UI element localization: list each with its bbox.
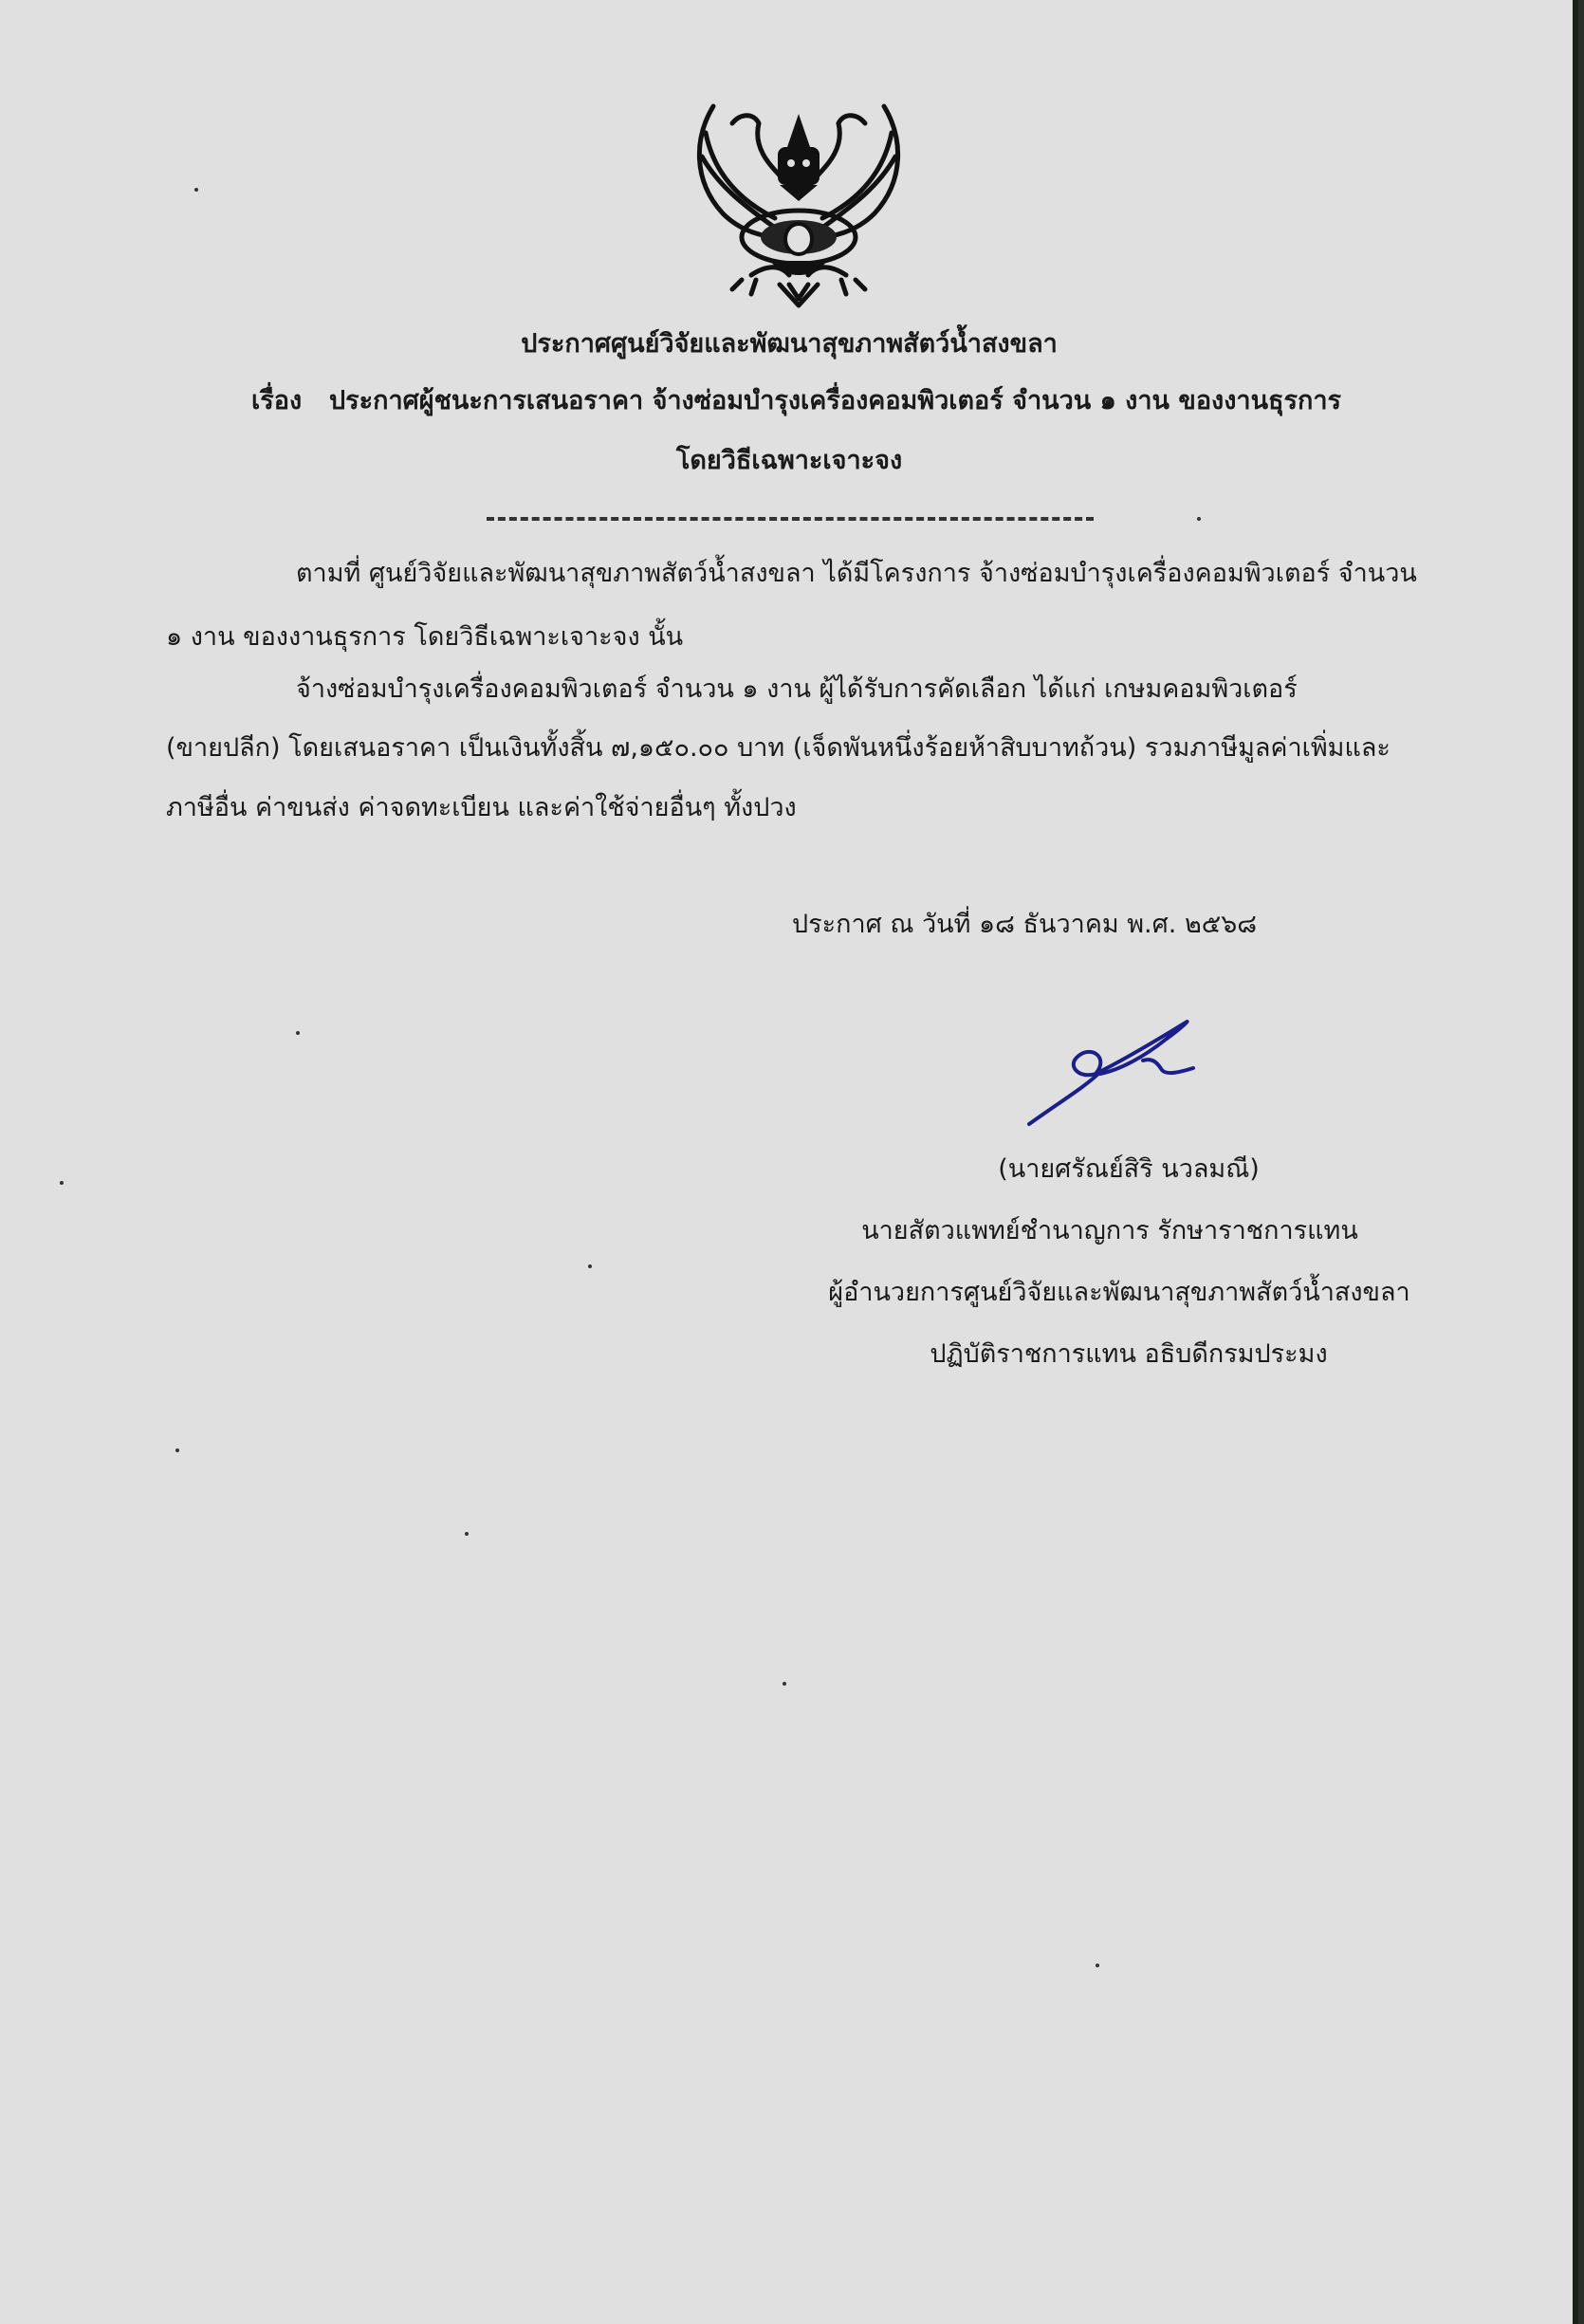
- subject-label: เรื่อง: [251, 386, 303, 415]
- separator-rule: [487, 517, 1094, 521]
- handwritten-signature: [1024, 1015, 1205, 1129]
- signatory-title-2: ผู้อำนวยการศูนย์วิจัยและพัฒนาสุขภาพสัตว์น้ำสงขลา: [828, 1278, 1410, 1307]
- paragraph-2-line-3: ภาษีอื่น ค่าขนส่ง ค่าจดทะเบียน และค่าใช้จ่ายอื่นๆ ทั้งปวง: [166, 793, 797, 822]
- paragraph-2-line-2: (ขายปลีก) โดยเสนอราคา เป็นเงินทั้งสิ้น ๗,๑๕๐.๐๐ บาท (เจ็ดพันหนึ่งร้อยห้าสิบบาทถ้วน) รวมภาษีมูลค่าเพิ่มและ: [166, 733, 1391, 763]
- scan-speck: [783, 1682, 786, 1686]
- signatory-title-1: นายสัตวแพทย์ชำนาญการ รักษาราชการแทน: [861, 1216, 1358, 1245]
- garuda-emblem-icon: [685, 95, 912, 308]
- paragraph-2-line-1: จ้างซ่อมบำรุงเครื่องคอมพิวเตอร์ จำนวน ๑ งาน ผู้ได้รับการคัดเลือก ได้แก่ เกษมคอมพิวเตอร์: [296, 674, 1298, 704]
- scan-speck: [296, 1031, 300, 1035]
- subject-line-1: ประกาศผู้ชนะการเสนอราคา จ้างซ่อมบำรุงเครื่องคอมพิวเตอร์ จำนวน ๑ งาน ของงานธุรการ: [329, 386, 1342, 415]
- scan-speck: [1096, 1964, 1099, 1967]
- announcement-heading: ประกาศศูนย์วิจัยและพัฒนาสุขภาพสัตว์น้ำสงขลา: [521, 329, 1058, 359]
- scan-speck: [1197, 517, 1201, 521]
- announcement-date: ประกาศ ณ วันที่ ๑๘ ธันวาคม พ.ศ. ๒๕๖๘: [792, 910, 1258, 939]
- signatory-title-3: ปฏิบัติราชการแทน อธิบดีกรมประมง: [930, 1339, 1328, 1369]
- scan-speck: [60, 1181, 64, 1185]
- scan-speck: [465, 1532, 469, 1536]
- signatory-name: (นายศรัณย์สิริ นวลมณี): [998, 1154, 1260, 1184]
- scan-speck: [588, 1264, 592, 1268]
- paragraph-1-line-1: ตามที่ ศูนย์วิจัยและพัฒนาสุขภาพสัตว์น้ำสงขลา ได้มีโครงการ จ้างซ่อมบำรุงเครื่องคอมพิวเตอร์ จำนวน: [296, 559, 1417, 588]
- paragraph-1-line-2: ๑ งาน ของงานธุรการ โดยวิธีเฉพาะเจาะจง นั้น: [166, 622, 684, 652]
- subject-line-2: โดยวิธีเฉพาะเจาะจง: [675, 446, 903, 475]
- scan-speck: [175, 1448, 179, 1452]
- scan-speck: [194, 188, 198, 192]
